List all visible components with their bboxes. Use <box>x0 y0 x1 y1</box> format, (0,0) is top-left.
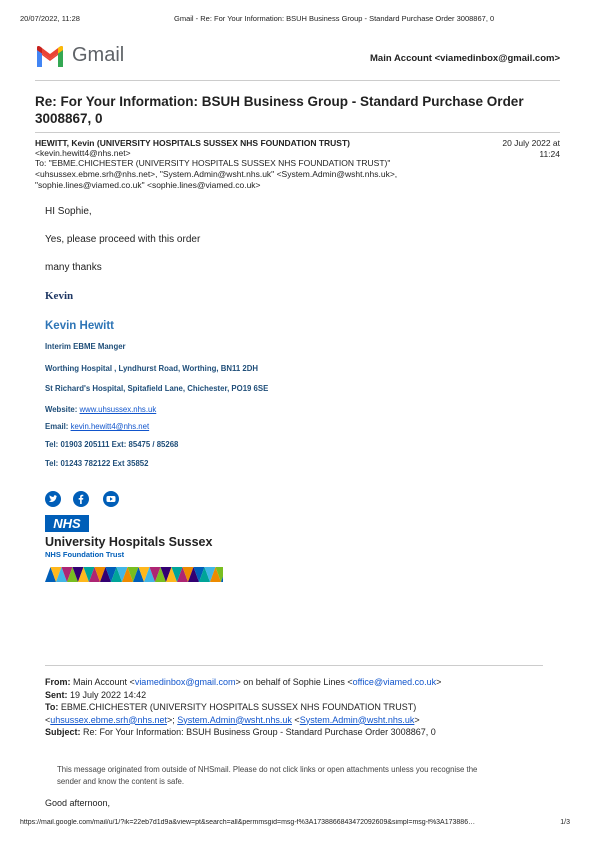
twitter-icon[interactable] <box>45 491 61 507</box>
trust-name: University Hospitals Sussex <box>45 535 213 549</box>
message-date-line2: 11:24 <box>539 148 560 159</box>
thread-subject-line2: 3008867, 0 <box>35 111 103 126</box>
recipients-line2: <uhsussex.ebme.srh@nhs.net>, "System.Admin@wsht.nhs.uk" <System.Admin@wsht.nhs.uk>, <box>35 169 398 179</box>
email-link[interactable]: kevin.hewitt4@nhs.net <box>70 422 150 431</box>
forwarded-to-link2[interactable]: System.Admin@wsht.nhs.uk <box>177 714 292 725</box>
message-date-line1: 20 July 2022 at <box>502 138 560 148</box>
signature-tel2: Tel: 01243 782122 Ext 35852 <box>45 459 149 468</box>
forwarded-sent-value: 19 July 2022 14:42 <box>70 689 147 700</box>
forwarded-from-text2: > on behalf of Sophie Lines < <box>235 677 353 687</box>
closing-greeting: Good afternoon, <box>45 798 111 808</box>
signature-address-chichester: St Richard's Hospital, Spitafield Lane, Chichester, PO19 6SE <box>45 384 269 393</box>
website-label: Website: <box>45 405 78 414</box>
forwarded-to-text: EBME.CHICHESTER (UNIVERSITY HOSPITALS SUSSEX NHS FOUNDATION TRUST) <box>60 702 417 712</box>
forwarded-subject-label: Subject: <box>45 727 81 737</box>
forward-divider <box>45 665 543 666</box>
forwarded-sent-label: Sent: <box>45 689 68 700</box>
signature-address-worthing: Worthing Hospital , Lyndhurst Road, Worthing, BN11 2DH <box>45 364 258 373</box>
signature-tel1: Tel: 01903 205111 Ext: 85475 / 85268 <box>45 440 179 449</box>
external-sender-notice <box>57 764 557 788</box>
thread-subject-line1: Re: For Your Information: BSUH Business Group - Standard Purchase Order <box>35 94 524 109</box>
forwarded-sent-row <box>45 689 555 702</box>
nhs-logo: NHS <box>45 515 89 532</box>
body-sign: Kevin <box>45 290 74 302</box>
forwarded-header <box>45 676 555 739</box>
body-line2: many thanks <box>45 262 102 273</box>
body-line1: Yes, please proceed with this order <box>45 234 201 245</box>
forwarded-to-label: To: <box>45 702 59 712</box>
gmail-m-icon <box>35 45 65 67</box>
account-label: Main Account <viamedinbox@gmail.com> <box>370 53 560 64</box>
print-footer-url: https://mail.google.com/mail/u/1/?ik=22eb7d1d9a&view=pt&search=all&permmsgid=msg-f%3A1738866843472092609&simpl=msg-f%3A173886… <box>20 819 476 826</box>
forwarded-to-link1[interactable]: uhsussex.ebme.srh@nhs.net <box>50 714 167 725</box>
forwarded-from-link2[interactable]: office@viamed.co.uk <box>352 677 437 687</box>
recipients-line3: "sophie.lines@viamed.co.uk" <sophie.lines@viamed.co.uk> <box>35 180 261 190</box>
signature-name: Kevin Hewitt <box>45 320 115 332</box>
print-page-number: 1/3 <box>560 819 570 826</box>
forwarded-to-row <box>45 701 555 714</box>
facebook-icon[interactable] <box>73 491 89 507</box>
signature-website-row <box>45 405 156 414</box>
forwarded-subject-value: Re: For Your Information: BSUH Business Group - Standard Purchase Order 3008867, 0 <box>83 727 436 737</box>
forwarded-from-text3: > <box>436 677 442 687</box>
forwarded-from-link[interactable]: viamedinbox@gmail.com <box>134 677 236 687</box>
trust-colour-stripe <box>45 567 223 582</box>
signature-email-row <box>45 422 149 431</box>
notice-line1: This message originated from outside of NHSmail. Please do not click links or open attachments unless you recognise the <box>57 765 478 774</box>
email-label: Email: <box>45 422 69 431</box>
forwarded-to-link3[interactable]: System.Admin@wsht.nhs.uk <box>299 714 415 725</box>
forwarded-to-row2: <uhsussex.ebme.srh@nhs.net>; System.Admin@wsht.nhs.uk <System.Admin@wsht.nhs.uk> <box>45 714 420 725</box>
forwarded-from-label: From: <box>45 677 71 687</box>
header-divider <box>35 80 560 81</box>
print-title: Gmail - Re: For Your Information: BSUH Business Group - Standard Purchase Order 3008867, 0 <box>174 14 495 23</box>
body-greeting: HI Sophie, <box>45 206 92 217</box>
sender-name: HEWITT, Kevin (UNIVERSITY HOSPITALS SUSSEX NHS FOUNDATION TRUST) <box>35 138 350 148</box>
trust-subtitle: NHS Foundation Trust <box>45 550 125 559</box>
forwarded-subject-row <box>45 726 555 739</box>
recipients-line1: To: "EBME.CHICHESTER (UNIVERSITY HOSPITALS SUSSEX NHS FOUNDATION TRUST)" <box>35 158 391 168</box>
forwarded-from-text: Main Account < <box>73 677 135 687</box>
signature-role: Interim EBME Manger <box>45 342 126 351</box>
sender-email: <kevin.hewitt4@nhs.net> <box>35 148 131 158</box>
forwarded-from-row <box>45 676 555 689</box>
notice-line2: sender and know the content is safe. <box>57 777 184 786</box>
message-date <box>502 138 560 159</box>
youtube-icon[interactable] <box>103 491 119 507</box>
website-link[interactable]: www.uhsussex.nhs.uk <box>79 405 157 414</box>
subject-divider <box>35 132 560 133</box>
print-datetime: 20/07/2022, 11:28 <box>20 14 80 23</box>
gmail-logo-text: Gmail <box>72 44 125 66</box>
